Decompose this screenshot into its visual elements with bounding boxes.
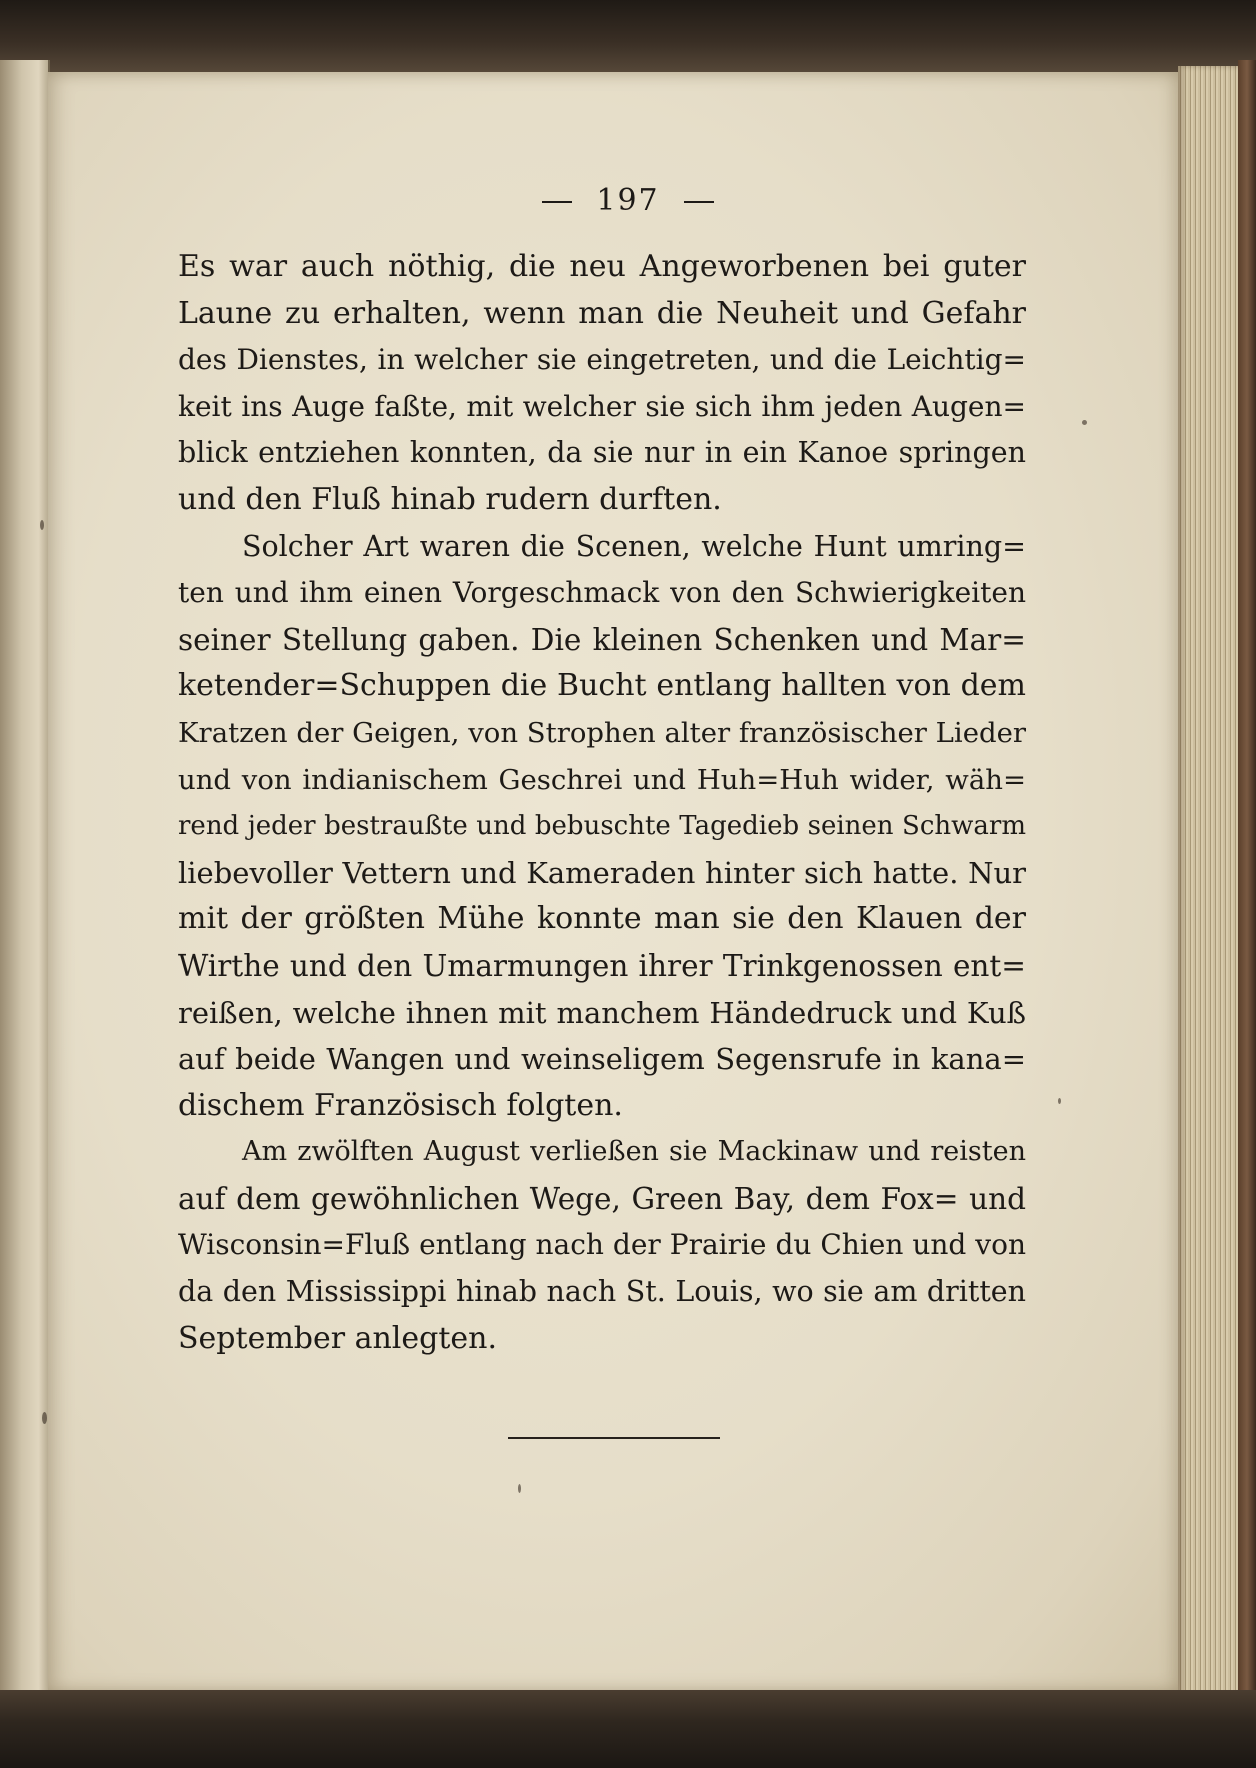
text-line: auf dem gewöhnlichen Wege, Green Bay, dem Fox= und <box>178 1181 1026 1216</box>
text-line: Wirthe und den Umarmungen ihrer Trinkgenossen ent= <box>178 948 1026 983</box>
text-line: ten und ihm einen Vorgeschmack von den Schwierigkeiten <box>178 576 1026 610</box>
paper-speck <box>1058 1098 1061 1104</box>
paper-speck <box>40 520 44 530</box>
text-line: Es war auch nöthig, die neu Angeworbenen bei guter <box>178 249 1026 284</box>
book-cover-right-edge <box>1238 60 1256 1710</box>
text-line: des Dienstes, in welcher sie eingetreten, und die Leichtig= <box>178 343 1026 377</box>
previous-page-edge <box>0 60 50 1700</box>
paper-speck <box>1082 420 1087 425</box>
text-line: Wisconsin=Fluß entlang nach der Prairie du Chien und von <box>178 1228 1026 1262</box>
text-line: und den Fluß hinab rudern durften. <box>178 481 722 517</box>
paragraph <box>178 524 1026 1130</box>
paper-speck <box>42 1412 47 1424</box>
book-cover-top-edge <box>0 0 1256 78</box>
section-end-rule <box>508 1437 720 1439</box>
text-line: rend jeder bestraußte und bebuschte Tagedieb seinen Schwarm <box>178 811 1026 842</box>
page-block-edges <box>1178 66 1244 1696</box>
text-line: September anlegten. <box>178 1320 498 1356</box>
text-line: da den Mississippi hinab nach St. Louis, wo sie am dritten <box>178 1275 1026 1309</box>
header-dash-left <box>542 201 572 203</box>
text-line: Laune zu erhalten, wenn man die Neuheit und Gefahr <box>178 295 1026 331</box>
text-line: liebevoller Vettern und Kameraden hinter sich hatte. Nur <box>178 855 1026 890</box>
text-line: Solcher Art waren die Scenen, welche Hunt umring= <box>242 529 1026 563</box>
book-cover-bottom-edge <box>0 1690 1256 1768</box>
paper-speck <box>518 1484 521 1493</box>
header-dash-right <box>684 201 714 203</box>
text-line: mit der größten Mühe konnte man sie den Klauen der <box>178 901 1026 937</box>
paragraph <box>178 244 1026 524</box>
paragraph <box>178 1129 1026 1362</box>
page-header <box>0 183 1256 218</box>
page-body-text <box>178 244 1026 1362</box>
text-line: keit ins Auge faßte, mit welcher sie sich ihm jeden Augen= <box>178 389 1026 423</box>
page-number: 197 <box>596 183 660 218</box>
text-line: und von indianischem Geschrei und Huh=Huh wider, wäh= <box>178 763 1026 796</box>
text-line: blick entziehen konnten, da sie nur in ein Kanoe springen <box>178 436 1026 470</box>
text-line: dischem Französisch folgten. <box>178 1087 623 1123</box>
text-line: reißen, welche ihnen mit manchem Händedruck und Kuß <box>178 995 1026 1030</box>
text-line: seiner Stellung gaben. Die kleinen Schenken und Mar= <box>178 622 1026 657</box>
text-line: Am zwölften August verließen sie Mackinaw und reisten <box>242 1136 1026 1168</box>
text-line: Kratzen der Geigen, von Strophen alter französischer Lieder <box>178 716 1026 749</box>
text-line: auf beide Wangen und weinseligem Segensrufe in kana= <box>178 1042 1026 1077</box>
text-line: ketender=Schuppen die Bucht entlang hallten von dem <box>178 668 1026 704</box>
